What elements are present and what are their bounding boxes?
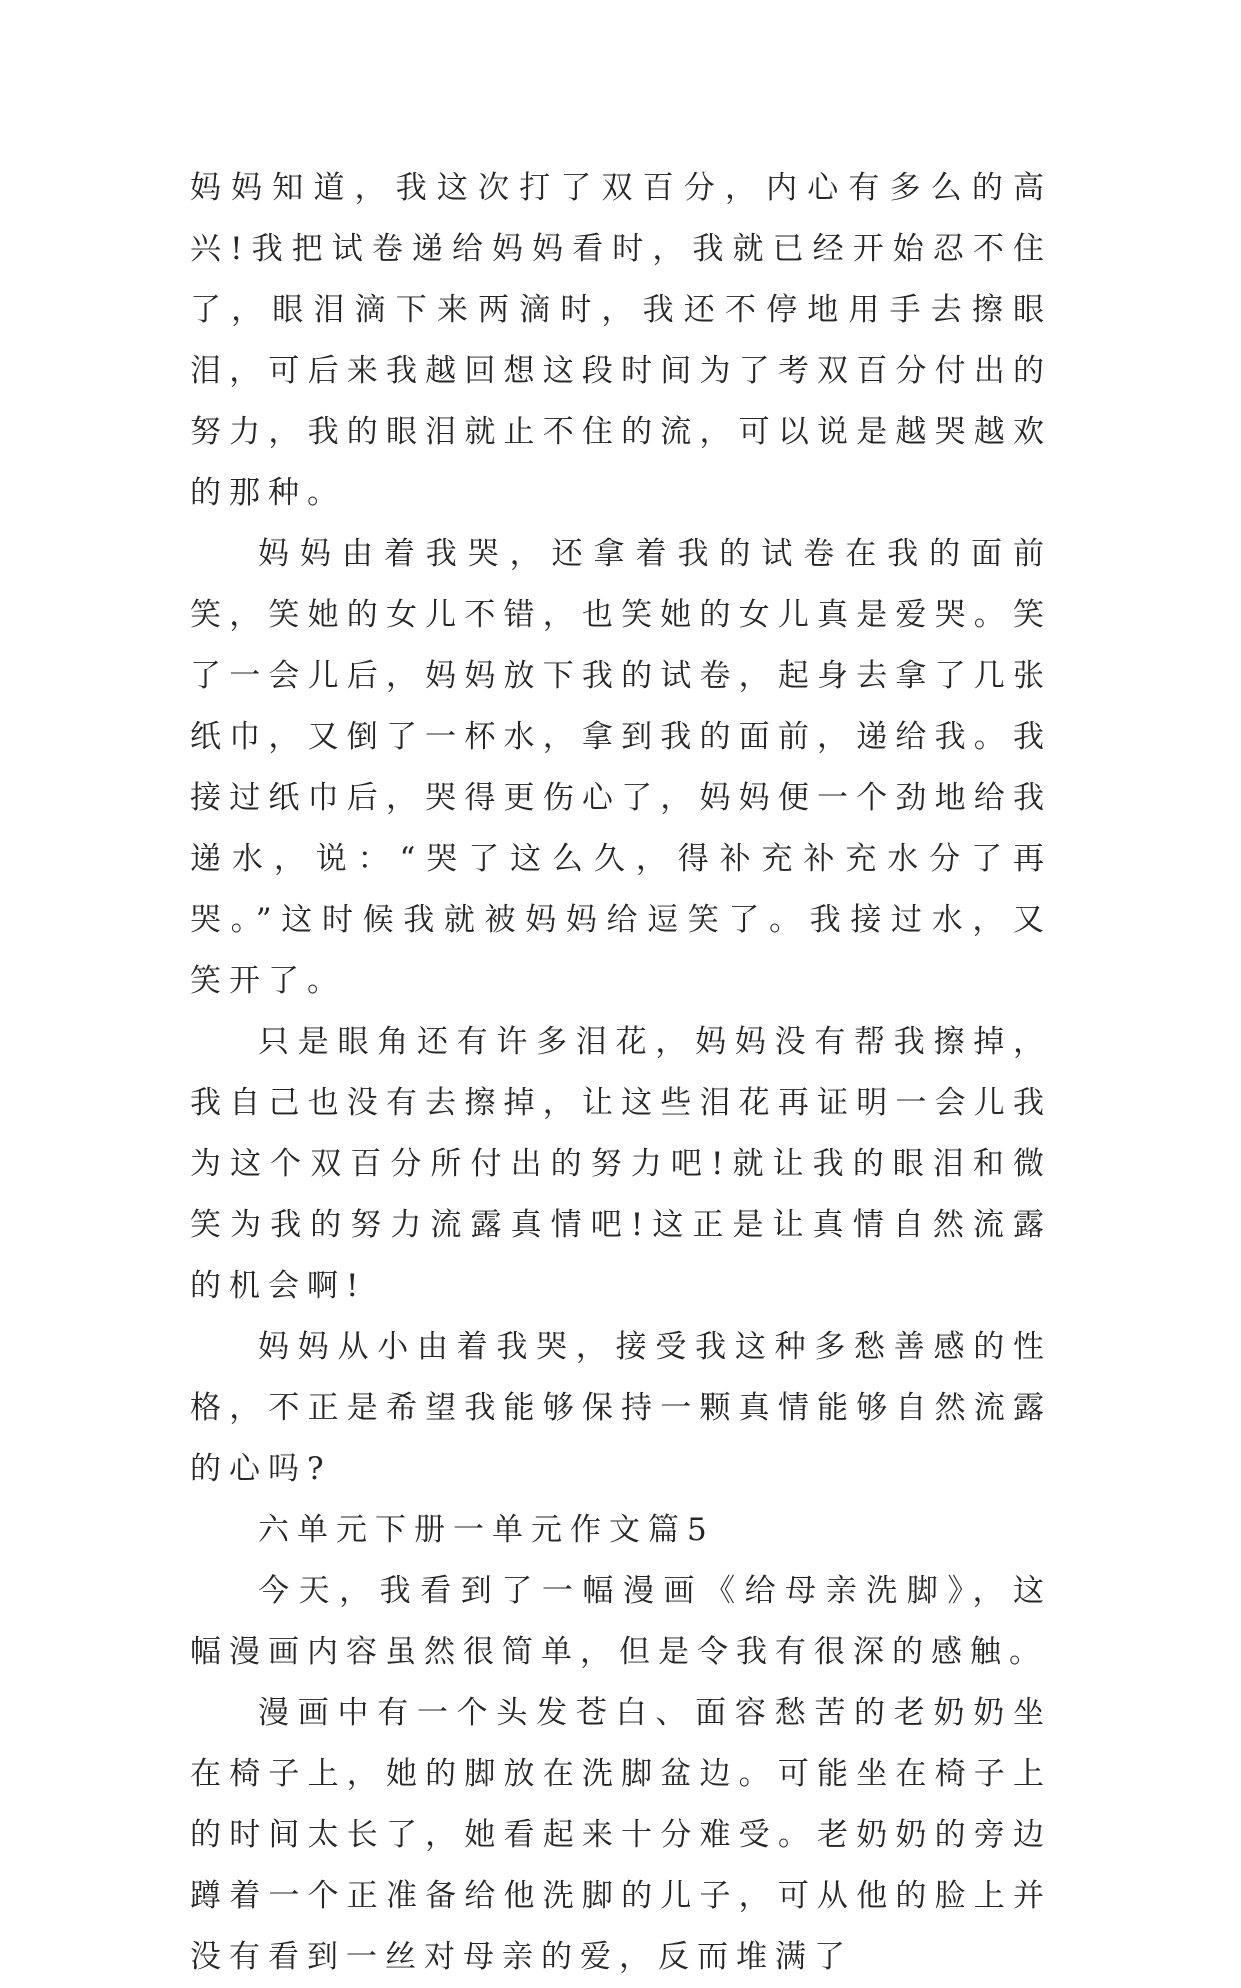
section-heading: 六单元下册一单元作文篇5 [258, 1512, 715, 1548]
paragraph-2: 妈妈由着我哭，还拿着我的试卷在我的面前笑，笑她的女儿不错，也笑她的女儿真是爱哭。笑了一会儿后，妈妈放下我的试卷，起身去拿了几张纸巾，又倒了一杯水，拿到我的面前，递给我。我接过纸巾后，哭得更伤心了，妈妈便一个劲地给我递水，说：“哭了这么久，得补充补充水分了再哭。”这时候我就被妈妈给逗笑了。我接过水，又笑开了。 [190, 536, 1052, 999]
paragraph-4: 妈妈从小由着我哭，接受我这种多愁善感的性格，不正是希望我能够保持一颗真情能够自然流露的心吗? [190, 1329, 1052, 1487]
document-body [190, 158, 1052, 1988]
paragraph-5: 今天，我看到了一幅漫画《给母亲洗脚》，这幅漫画内容虽然很简单，但是令我有很深的感触。 [190, 1573, 1052, 1670]
paragraph-3: 只是眼角还有许多泪花，妈妈没有帮我擦掉，我自己也没有去擦掉，让这些泪花再证明一会儿我为这个双百分所付出的努力吧!就让我的眼泪和微笑为我的努力流露真情吧!这正是让真情自然流露的机会啊! [190, 1024, 1052, 1304]
paragraph-1: 妈妈知道，我这次打了双百分，内心有多么的高兴!我把试卷递给妈妈看时，我就已经开始忍不住了，眼泪滴下来两滴时，我还不停地用手去擦眼泪，可后来我越回想这段时间为了考双百分付出的努力，我的眼泪就止不住的流，可以说是越哭越欢的那种。 [190, 170, 1052, 511]
paragraph-6: 漫画中有一个头发苍白、面容愁苦的老奶奶坐在椅子上，她的脚放在洗脚盆边。可能坐在椅子上的时间太长了，她看起来十分难受。老奶奶的旁边蹲着一个正准备给他洗脚的儿子，可从他的脸上并没有看到一丝对母亲的爱，反而堆满了 [190, 1695, 1052, 1975]
